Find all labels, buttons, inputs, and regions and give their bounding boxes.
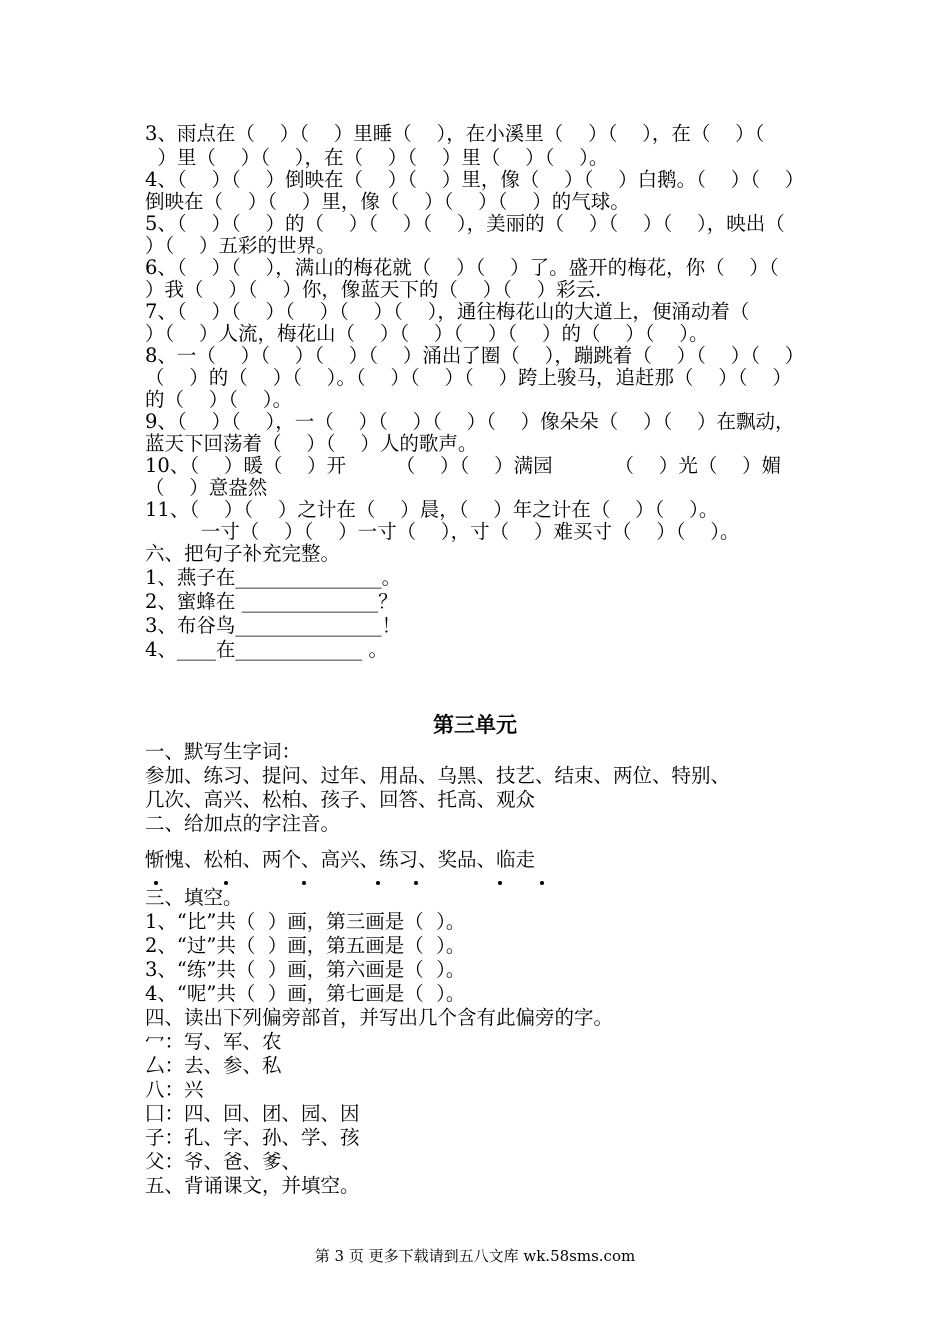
unit-title: 第三单元 <box>433 712 517 737</box>
text-line: 倒映在（ ）（ ）里，像（ ）（ ）（ ）的气球。 <box>145 190 630 213</box>
text-line: （ ）的（ ）（ ）。（ ）（ ）（ ）跨上骏马，追赶那（ ）（ ） <box>145 366 792 389</box>
emphasis-dot <box>224 881 228 885</box>
section-heading: 一、默写生字词： <box>145 740 302 763</box>
text-line: 子：孔、字、孙、学、孩 <box>145 1126 360 1149</box>
text-line: 4、“呢”共（ ）画，第七画是（ ）。 <box>145 982 466 1005</box>
text-line: （ ）意盎然 <box>145 476 268 499</box>
emphasis-dot <box>376 881 380 885</box>
emphasis-dot <box>154 881 158 885</box>
text-line: 2、“过”共（ ）画，第五画是（ ）。 <box>145 934 466 957</box>
text-line: 6、（ ）（ ），满山的梅花就（ ）（ ）了。盛开的梅花，你（ ）（ <box>145 256 779 279</box>
text-line: 3、布谷鸟_______________！ <box>145 614 402 637</box>
text-line: 八：兴 <box>145 1078 204 1101</box>
emphasis-dot <box>540 881 544 885</box>
text-line: 参加、练习、提问、过年、用品、乌黑、技艺、结束、两位、特别、 <box>145 764 731 787</box>
section-heading: 三、填空。 <box>145 886 243 909</box>
text-line: 5、（ ）（ ）的（ ）（ ）（ ），美丽的（ ）（ ）（ ），映出（ <box>145 212 785 235</box>
text-line: 的（ ）（ ）。 <box>145 388 293 411</box>
page-footer: 第 3 页 更多下载请到五八文库 wk.58sms.com <box>314 1247 636 1265</box>
emphasis-dot <box>414 881 418 885</box>
text-line: 厶：去、参、私 <box>145 1054 282 1077</box>
text-line: ）里（ ）（ ），在（ ）（ ）里（ ）（ ）。 <box>145 146 609 169</box>
text-line: 4、（ ）（ ）倒映在（ ）（ ）里，像（ ）（ ）白鹅。（ ）（ ） <box>145 168 805 191</box>
text-line: ）（ ）五彩的世界。 <box>145 234 336 257</box>
text-line: 4、____在_____________ 。 <box>145 638 388 661</box>
text-line: 1、燕子在_______________。 <box>145 566 402 589</box>
text-line: 父：爷、爸、爹、 <box>145 1150 302 1173</box>
text-line: 11、（ ）（ ）之计在（ ）晨，（ ）年之计在（ ）（ ）。 <box>145 498 719 521</box>
text-line: 蓝天下回荡着（ ）（ ）人的歌声。 <box>145 432 478 455</box>
emphasis-dot <box>498 881 502 885</box>
text-line: 3、雨点在（ ）（ ）里睡（ ），在小溪里（ ）（ ），在（ ）（ <box>145 122 765 145</box>
text-line: 囗：四、回、团、园、因 <box>145 1102 360 1125</box>
text-line: 一寸（ ）（ ）一寸（ ），寸（ ）难买寸（ ）（ ）。 <box>145 520 740 543</box>
section-heading: 六、把句子补充完整。 <box>145 542 341 565</box>
text-line: 3、“练”共（ ）画，第六画是（ ）。 <box>145 958 466 981</box>
text-line: 7、（ ）（ ）（ ）（ ）（ ），通往梅花山的大道上，便涌动着（ <box>145 300 750 323</box>
text-line: 1、“比”共（ ）画，第三画是（ ）。 <box>145 910 466 933</box>
text-line: 8、一（ ）（ ）（ ）（ ）涌出了圈（ ），蹦跳着（ ）（ ）（ ） <box>145 344 805 367</box>
text-line: 2、蜜蜂在 ______________？ <box>145 590 398 613</box>
text-line: ）我（ ）（ ）你，像蓝天下的（ ）（ ）彩云. <box>145 278 602 301</box>
text-line: 10、（ ）暖（ ）开 （ ）（ ）满园 （ ）光（ ）媚 <box>145 454 782 477</box>
text-line: ）（ ）人流，梅花山（ ）（ ）（ ）（ ）的（ ）（ ）。 <box>145 322 709 345</box>
section-heading: 五、背诵课文，并填空。 <box>145 1174 360 1197</box>
section-heading: 四、读出下列偏旁部首，并写出几个含有此偏旁的字。 <box>145 1006 614 1029</box>
text-line: 9、（ ）（ ），一（ ）（ ）（ ）（ ）像朵朵（ ）（ ）在飘动， <box>145 410 795 433</box>
section-heading: 二、给加点的字注音。 <box>145 812 341 835</box>
text-line: 冖：写、军、农 <box>145 1030 282 1053</box>
emphasis-dot <box>302 881 306 885</box>
text-line: 几次、高兴、松柏、孩子、回答、托高、观众 <box>145 788 536 811</box>
dotted-characters-line: 惭愧、松柏、两个、高兴、练习、奖品、临走 <box>145 848 536 871</box>
